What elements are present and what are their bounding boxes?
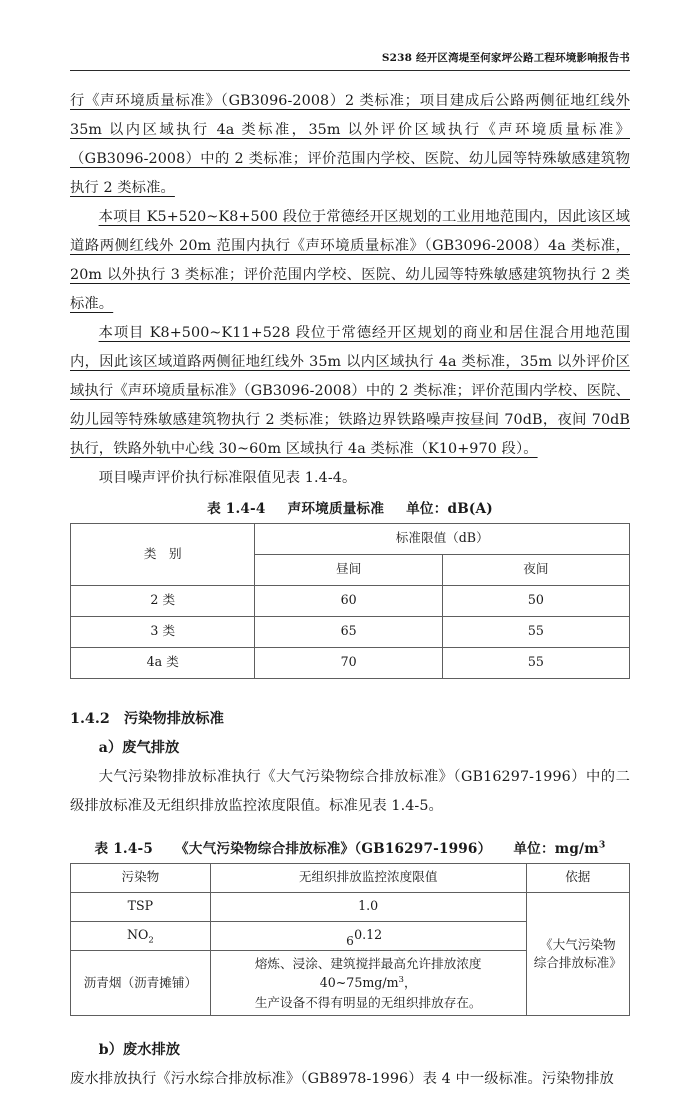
table-header-category: 类 别 [71,523,255,585]
chemical-subscript: 2 [148,935,154,946]
paragraph-noise-standard-1: 行《声环境质量标准》（GB3096-2008）2 类标准；项目建成后公路两侧征地红线外 35m 以内区域执行 4a 类标准，35m 以外评价区域执行《声环境质量标准》（GB3096-2008）中的 2 类标准；评价范围内学校、医院、幼儿园等特殊敏感建筑物执行 2 类标准。 [70,92,630,196]
table-header-pollutant: 污染物 [71,863,211,892]
paragraph-noise-standard-3: 本项目 K8+500~K11+528 段位于常德经开区规划的商业和居住混合用地范围内，因此该区域道路两侧征地红线外 35m 以内区域执行 4a 类标准，35m 以外评价区域执行《声环境质量标准》（GB3096-2008）中的 2 类标准；评价范围内学校、医院、幼儿园等特殊敏感建筑物执行 2 类标准；铁路边界铁路噪声按昼间 70dB，夜间 70dB 执行，铁路外轨中心线 30~60m 区域执行 4a 类标准（K10+970 段）。 [70,324,630,457]
table-header-limit: 无组织排放监控浓度限值 [210,863,526,892]
table-1-4-4-caption [70,497,630,517]
page-number: 6 [346,934,354,948]
table-cell-daytime: 60 [255,585,442,616]
table-cell-nighttime: 50 [442,585,629,616]
paragraph-air-pollutant-standard: 大气污染物排放标准执行《大气污染物综合排放标准》（GB16297-1996）中的二级排放标准及无组织排放监控浓度限值。标准见表 1.4-5。 [70,768,630,814]
table-header-nighttime: 夜间 [442,554,629,585]
unit-superscript: 3 [398,974,404,985]
paragraph-wastewater-standard: 废水排放执行《污水综合排放标准》（GB8978-1996）表 4 中一级标准。污染物排放 [70,1071,614,1088]
subsection-heading-b: b）废水排放 [98,1042,181,1059]
basis-line-1: 《大气污染物 [540,936,616,952]
table-row [71,892,630,921]
table-row [71,616,630,647]
subsection-heading-a: a）废气排放 [98,739,180,756]
table-cell-category: 3 类 [71,616,255,647]
table-1-4-5-caption [70,837,630,857]
table-header-daytime: 昼间 [255,554,442,585]
section-heading-1-4-2 [70,705,630,734]
running-header: S238 经开区湾堤至何家坪公路工程环境影响报告书 [381,52,630,64]
unit-superscript: 3 [598,839,606,851]
table-noise-environment-quality-standard [70,523,630,679]
table-1-4-5-caption-label: 表 1.4-5 [94,840,154,857]
table-cell-daytime: 65 [255,616,442,647]
table-header-row [71,863,630,892]
limit-line-1: 熔炼、浸涂、建筑搅拌最高允许排放浓度 $40\sim 75mg/m^3$， [254,955,482,991]
table-header-basis: 依据 [526,863,629,892]
table-1-4-4-caption-label: 表 1.4-4 [207,500,266,517]
table-cell-nighttime: 55 [442,616,629,647]
table-cell-category: 2 类 [71,585,255,616]
table-cell-basis [526,892,629,1016]
basis-line-2: 综合排放标准》 [533,954,622,970]
table-cell-daytime: 70 [255,647,442,678]
table-header-limit-group: 标准限值（dB） [255,523,630,554]
table-header-row-group [71,523,630,554]
table-cell-pollutant: $NO_2$ [71,921,211,950]
paragraph-table-reference-1: 项目噪声评价执行标准限值见表 1.4-4。 [98,469,357,486]
table-1-4-5-caption-unit: 单位：$mg/m^3$ [513,839,606,857]
table-row [71,585,630,616]
table-row [71,647,630,678]
section-title: 污染物排放标准 [123,710,224,727]
table-1-4-4-caption-unit: 单位：dB(A) [406,500,493,517]
table-cell-category: 4a 类 [71,647,255,678]
section-number: 1.4.2 [70,710,110,727]
table-cell-pollutant: 沥青烟（沥青摊铺） [71,950,211,1016]
table-cell-limit [210,950,526,1016]
paragraph-noise-standard-2: 本项目 K5+520~K8+500 段位于常德经开区规划的工业用地范围内，因此该区域道路两侧红线外 20m 范围内执行《声环境质量标准》（GB3096-2008）4a 类标准，20m 以外执行 3 类标准；评价范围内学校、医院、幼儿园等特殊敏感建筑物执行 2 类标准。 [70,208,630,312]
limit-line-2: 生产设备不得有明显的无组织排放存在。 [254,994,482,1010]
table-cell-limit: 1.0 [210,892,526,921]
table-cell-pollutant: TSP [71,892,211,921]
table-1-4-5-caption-title: 《大气污染物综合排放标准》（GB16297-1996） [175,840,492,857]
table-cell-nighttime: 55 [442,647,629,678]
table-1-4-4-caption-title: 声环境质量标准 [287,500,385,517]
table-cell-limit: 0.12 [210,921,526,950]
header-divider [70,70,630,71]
